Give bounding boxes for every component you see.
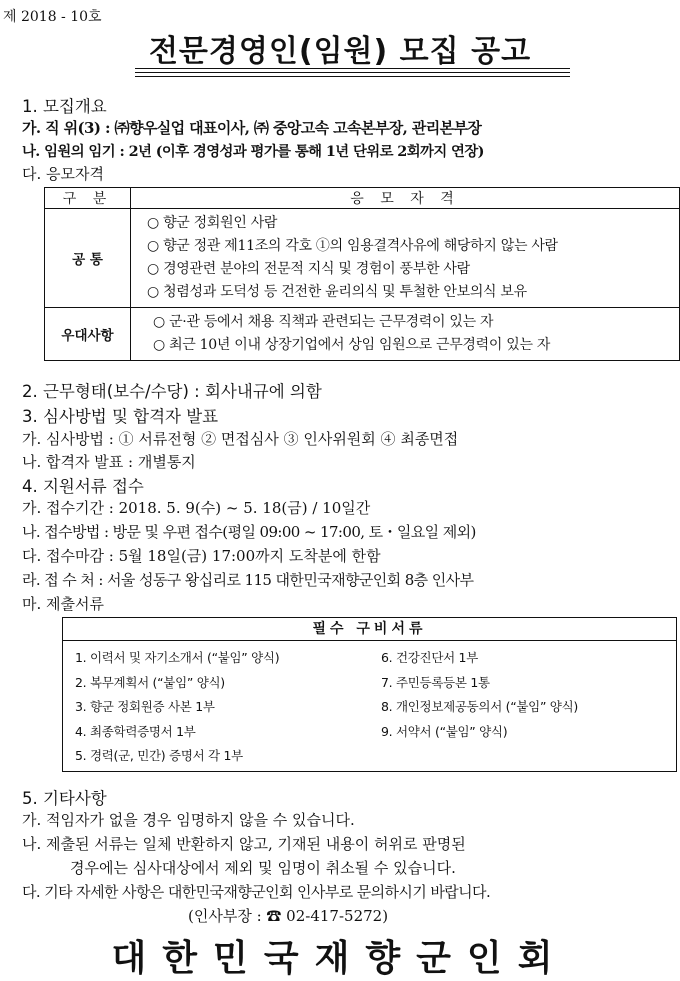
sec4-item-da: 다. 접수마감 : 5월 18일(금) 17:00까지 도착분에 한함 <box>22 547 381 565</box>
section-3-heading: 3. 심사방법 및 합격자 발표 <box>22 407 219 426</box>
sec4-item-ma: 마. 제출서류 <box>22 595 104 613</box>
list-item: ○ 군·관 등에서 채용 직책과 관련되는 근무경력이 있는 자 <box>153 314 494 330</box>
required-documents-title: 필수 구비서류 <box>63 618 676 641</box>
title-underline-1 <box>135 68 570 69</box>
section-1-heading: 1. 모집개요 <box>22 97 107 116</box>
section-2-heading: 2. 근무형태(보수/수당) : 회사내규에 의함 <box>22 382 322 401</box>
row-items-preference <box>131 308 680 361</box>
table-header-qualification: 응 모 자 격 <box>131 188 680 209</box>
sec4-item-ra: 라. 접 수 처 : 서울 성동구 왕십리로 115 대한민국재향군인회 8층 인사부 <box>22 571 474 589</box>
sec5-item-na-line1: 나. 제출된 서류는 일체 반환하지 않고, 기재된 내용이 허위로 판명된 <box>22 835 466 853</box>
list-item: 6. 건강진단서 1부 <box>381 650 478 665</box>
list-item: 2. 복무계획서 (“붙임” 양식) <box>75 674 225 690</box>
section-4-heading: 4. 지원서류 접수 <box>22 477 144 496</box>
title-underline-3 <box>135 76 570 77</box>
page-title: 전문경영인(임원) 모집 공고 <box>148 34 532 69</box>
list-item: ○ 향군 정회원인 사람 <box>147 215 278 231</box>
documents-right-column <box>381 648 578 746</box>
section-5-heading: 5. 기타사항 <box>22 789 107 808</box>
documents-left-column <box>75 648 279 771</box>
table-row <box>45 308 680 361</box>
sec1-item-na: 나. 임원의 임기 : 2년 (이후 경영성과 평가를 통해 1년 단위로 2회까지 연장) <box>22 143 484 160</box>
sec5-item-ga: 가. 적임자가 없을 경우 임명하지 않을 수 있습니다. <box>22 811 355 829</box>
row-label-common: 공 통 <box>45 209 131 308</box>
required-documents-box <box>62 617 677 772</box>
sec1-item-ga: 가. 직 위(3) : ㈜향우실업 대표이사, ㈜ 중앙고속 고속본부장, 관리본부장 <box>22 119 482 137</box>
list-item: 3. 향군 정회원증 사본 1부 <box>75 699 215 714</box>
qualification-table <box>44 187 680 361</box>
title-underline-2 <box>135 72 570 73</box>
row-label-preference: 우대사항 <box>45 308 131 361</box>
row-items-common <box>131 209 680 308</box>
list-item: 1. 이력서 및 자기소개서 (“붙임” 양식) <box>75 650 280 665</box>
table-header-category: 구 분 <box>45 188 131 209</box>
list-item: 5. 경력(군, 민간) 증명서 각 1부 <box>75 748 243 763</box>
table-row <box>45 209 680 308</box>
sec5-item-da: 다. 기타 자세한 사항은 대한민국재향군인회 인사부로 문의하시기 바랍니다. <box>22 883 491 901</box>
contact-line: (인사부장 : ☎ 02-417-5272) <box>188 907 389 925</box>
list-item: ○ 청렴성과 도덕성 등 건전한 윤리의식 및 투철한 안보의식 보유 <box>147 284 527 300</box>
list-item: ○ 향군 정관 제11조의 각호 ①의 임용결격사유에 해당하지 않는 사람 <box>147 238 558 254</box>
sec4-item-na: 나. 접수방법 : 방문 및 우편 접수(평일 09:00 ~ 17:00, 토・일요일 제외) <box>22 523 476 541</box>
organization-name: 대한민국재향군인회 <box>111 938 569 979</box>
sec5-item-na-line2: 경우에는 심사대상에서 제외 및 임명이 취소될 수 있습니다. <box>70 859 456 877</box>
sec3-item-na: 나. 합격자 발표 : 개별통지 <box>22 453 196 471</box>
document-number: 제 2018 - 10호 <box>3 9 102 25</box>
sec4-item-ga: 가. 접수기간 : 2018. 5. 9(수) ~ 5. 18(금) / 10일간 <box>22 499 371 517</box>
sec3-item-ga: 가. 심사방법 : ① 서류전형 ② 면접심사 ③ 인사위원회 ④ 최종면접 <box>22 430 459 448</box>
sec1-item-da: 다. 응모자격 <box>22 165 104 183</box>
list-item: 4. 최종학력증명서 1부 <box>75 723 196 739</box>
list-item: 7. 주민등록등본 1통 <box>381 674 490 690</box>
list-item: 8. 개인정보제공동의서 (“붙임” 양식) <box>381 699 578 714</box>
list-item: ○ 최근 10년 이내 상장기업에서 상임 임원으로 근무경력이 있는 자 <box>153 337 551 353</box>
list-item: 9. 서약서 (“붙임” 양식) <box>381 723 508 739</box>
list-item: ○ 경영관련 분야의 전문적 지식 및 경험이 풍부한 사람 <box>147 261 470 277</box>
